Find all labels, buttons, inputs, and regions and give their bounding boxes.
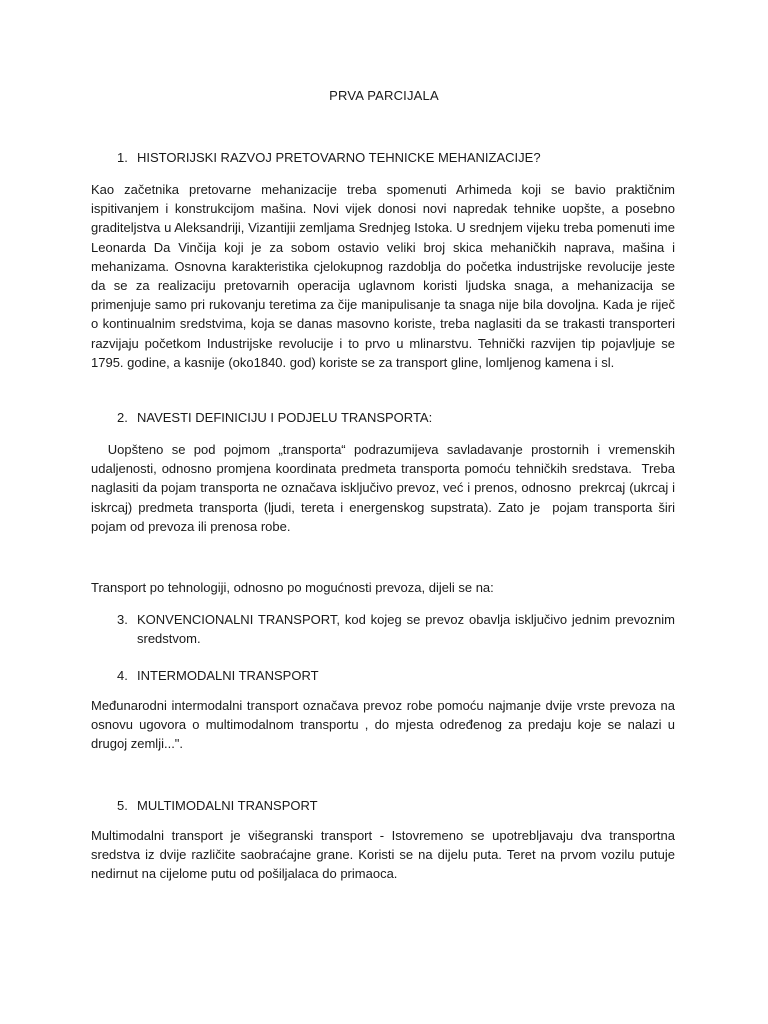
section-heading-text-1: HISTORIJSKI RAZVOJ PRETOVARNO TEHNICKE MEHANIZACIJE? (137, 150, 541, 165)
section-number-1: 1. (117, 150, 128, 165)
list-item-3 (117, 610, 675, 648)
list-number-3: 3. (117, 612, 128, 627)
section-paragraph-4: Međunarodni intermodalni transport označava prevoz robe pomoću najmanje dvije vrste prevoza na osnovu ugovora o multimodalnom transportu , do mjesta određenog za predaju koje se nalazi u drugoj zemlji...". (91, 698, 675, 752)
section-paragraph-5: Multimodalni transport je višegranski transport - Istovremeno se upotrebljavaju dva transportna sredstva iz dvije različite saobraćajne grane. Koristi se na dijelu puta. Teret na prvom vozilu putuje nedirnut na cijelome putu od pošiljalaca do primaoca. (91, 828, 675, 882)
section-number-5: 5. (117, 798, 128, 813)
intro-line: Transport po tehnologiji, odnosno po mogućnosti prevoza, dijeli se na: (91, 580, 494, 595)
list-text-3: KONVENCIONALNI TRANSPORT, kod kojeg se prevoz obavlja isključivo jednim prevoznim sredstvom. (137, 612, 675, 647)
section-paragraph-1: Kao začetnika pretovarne mehanizacije treba spomenuti Arhimeda koji se bavio praktičnim ispitivanjem i konstrukcijom mašina. Novi vijek donosi novi napredak tehnike uopšte, a posebno graditeljstva u Aleksandriji, Vizantijii zemljama Srednjeg Istoka. U srednjem vijeku treba pomenuti ime Leonarda Da Vinčija koji je za sobom ostavio veliki broj skica mehaničkih naprava, mašina i mehanizama. Osnovna karakteristika cjelokupnog razdoblja do početka industrijske revolucije jeste da se za realizaciju pretovarnih operacija uglavnom koristi ljudska snaga, a mehanizacija se primenjuje samo pri rukovanju teretima za čije manipulisanje ta snaga nije bila dovoljna. Kada je riječ o kontinualnim sredstvima, koja se danas masovno koriste, treba naglasiti da se trakasti transporteri razvijaju početkom Industrijske revolucije i to prvo u mlinarstvu. Tehnički razvijen tip pojavljuje se 1795. godine, a kasnije (oko1840. god) koriste se za transport gline, lomljenog kamena i sl. (91, 182, 675, 370)
section-heading-2 (117, 408, 432, 427)
section-heading-4 (117, 666, 319, 685)
section-heading-1 (117, 148, 541, 167)
section-heading-5 (117, 796, 318, 815)
section-heading-text-5: MULTIMODALNI TRANSPORT (137, 798, 318, 813)
section-number-2: 2. (117, 410, 128, 425)
section-heading-text-2: NAVESTI DEFINICIJU I PODJELU TRANSPORTA: (137, 410, 433, 425)
section-paragraph-2: Uopšteno se pod pojmom „transporta“ podrazumijeva savladavanje prostornih i vremenskih udaljenosti, odnosno promjena koordinata predmeta transporta pomoću tehničkih sredstava. Treba naglasiti da pojam transporta ne označava isključivo prevoz, već i prenos, odnosno prekrcaj (ukrcaj i iskrcaj) predmeta transporta (ljudi, tereta i energenskog supstrata). Zato je pojam transporta širi pojam od prevoza ili prenosa robe. (91, 442, 679, 534)
page-title: PRVA PARCIJALA (329, 88, 439, 103)
section-heading-text-4: INTERMODALNI TRANSPORT (137, 668, 319, 683)
section-number-4: 4. (117, 668, 128, 683)
